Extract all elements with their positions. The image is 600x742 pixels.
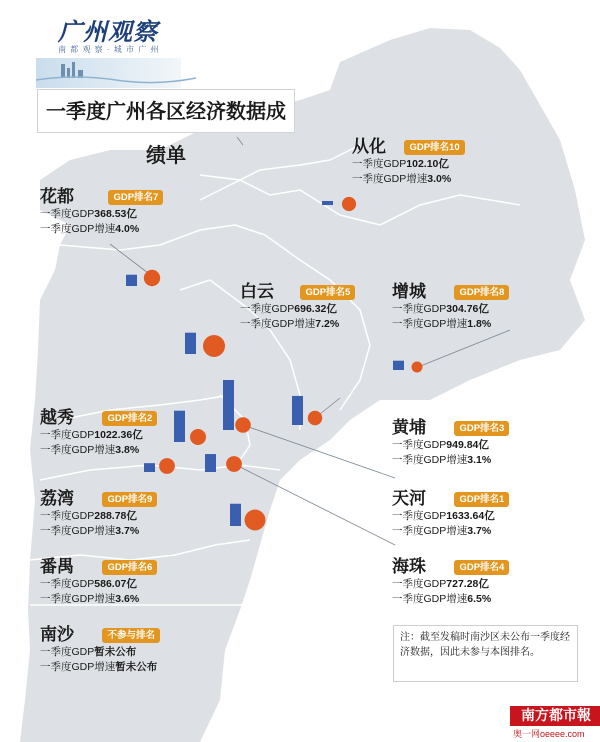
district-huadu — [40, 182, 163, 237]
rank-badge: GDP排名7 — [108, 190, 163, 205]
header-tagline: 南 都 观 察 · 城 市 广 州 — [58, 45, 160, 54]
gdp-value: 949.84亿 — [446, 439, 489, 451]
gdp-bar-6 — [144, 463, 155, 472]
district-name: 越秀 — [40, 408, 74, 428]
gdp-bar-5 — [292, 396, 303, 425]
district-haizhu — [392, 552, 509, 607]
gdp-bar-0 — [322, 201, 333, 205]
district-panyu — [40, 552, 157, 607]
gdp-value: 102.10亿 — [406, 158, 449, 170]
rank-badge: GDP排名3 — [454, 421, 509, 436]
growth-value: 3.0% — [427, 173, 452, 185]
district-baiyun — [240, 277, 355, 332]
district-name: 花都 — [40, 187, 74, 207]
district-name: 从化 — [352, 137, 386, 157]
district-nansha — [40, 620, 160, 675]
rank-badge: GDP排名5 — [300, 285, 355, 300]
growth-label: 一季度GDP增速 — [352, 173, 428, 185]
rank-badge: GDP排名6 — [102, 560, 157, 575]
growth-label: 一季度GDP增速 — [240, 318, 316, 330]
growth-value: 6.5% — [467, 593, 492, 605]
growth-dot-6 — [159, 458, 175, 474]
growth-label: 一季度GDP增速 — [40, 444, 116, 456]
growth-label: 一季度GDP增速 — [392, 454, 468, 466]
growth-label: 一季度GDP增速 — [392, 525, 468, 537]
gdp-value: 1633.64亿 — [446, 510, 495, 522]
gdp-value: 1022.36亿 — [94, 429, 143, 441]
gdp-bar-2 — [185, 333, 196, 354]
gdp-value: 727.28亿 — [446, 578, 489, 590]
growth-dot-7 — [226, 456, 242, 472]
district-name: 海珠 — [392, 557, 426, 577]
growth-label: 一季度GDP增速 — [40, 223, 116, 235]
growth-dot-2 — [203, 335, 225, 357]
rank-badge: GDP排名2 — [102, 411, 157, 426]
district-name: 黄埔 — [392, 418, 426, 438]
gdp-value: 586.07亿 — [94, 578, 137, 590]
district-liwan — [40, 484, 157, 539]
gdp-label: 一季度GDP — [392, 303, 447, 315]
gdp-bar-4 — [174, 411, 185, 442]
growth-dot-1 — [144, 270, 160, 286]
page-title: 一季度广州各区经济数据成绩单 — [37, 89, 295, 133]
district-yuexiu — [40, 403, 157, 458]
growth-value: 3.6% — [115, 593, 140, 605]
newspaper-logo: 南方都市報 — [510, 706, 600, 726]
gdp-label: 一季度GDP — [392, 578, 447, 590]
gdp-bar-8 — [205, 454, 216, 472]
district-name: 番禺 — [40, 557, 74, 577]
growth-dot-3 — [411, 361, 422, 372]
district-huangpu — [392, 413, 509, 468]
growth-value: 3.8% — [115, 444, 140, 456]
gdp-label: 一季度GDP — [40, 646, 95, 658]
district-name: 白云 — [240, 282, 274, 302]
growth-label: 一季度GDP增速 — [392, 318, 468, 330]
growth-value: 3.7% — [115, 525, 140, 537]
district-name: 荔湾 — [40, 489, 74, 509]
growth-dot-4 — [190, 429, 206, 445]
gdp-label: 一季度GDP — [392, 510, 447, 522]
growth-value: 3.7% — [467, 525, 492, 537]
gdp-value: 暂未公布 — [94, 646, 137, 658]
gdp-label: 一季度GDP — [392, 439, 447, 451]
district-zengcheng — [392, 277, 509, 332]
gdp-label: 一季度GDP — [240, 303, 295, 315]
rank-badge: GDP排名4 — [454, 560, 509, 575]
rank-badge: GDP排名9 — [102, 492, 157, 507]
growth-label: 一季度GDP增速 — [40, 661, 116, 673]
gdp-bar-7 — [223, 380, 234, 430]
growth-dot-9 — [245, 510, 266, 531]
header-brand: 广州观察 — [58, 17, 158, 46]
gdp-value: 304.76亿 — [446, 303, 489, 315]
site-logo: 奥一网oeeee.com — [513, 729, 585, 739]
gdp-label: 一季度GDP — [40, 510, 95, 522]
district-name: 天河 — [392, 489, 426, 509]
rank-badge: GDP排名1 — [454, 492, 509, 507]
growth-label: 一季度GDP增速 — [40, 593, 116, 605]
gdp-bar-1 — [126, 275, 137, 286]
growth-value: 1.8% — [467, 318, 492, 330]
gdp-bar-3 — [393, 361, 404, 370]
gdp-value: 696.32亿 — [294, 303, 337, 315]
district-conghua — [352, 132, 465, 187]
growth-dot-8 — [235, 417, 251, 433]
footnote: 注：截至发稿时南沙区未公布一季度经济数据，因此未参与本图排名。 — [393, 625, 578, 682]
district-name: 南沙 — [40, 625, 74, 645]
growth-dot-5 — [308, 411, 322, 425]
gdp-bar-9 — [230, 504, 241, 526]
rank-badge: GDP排名10 — [404, 140, 464, 155]
growth-value: 4.0% — [115, 223, 140, 235]
gdp-value: 288.78亿 — [94, 510, 137, 522]
district-tianhe — [392, 484, 509, 539]
gdp-value: 368.53亿 — [94, 208, 137, 220]
growth-value: 暂未公布 — [115, 661, 158, 673]
growth-label: 一季度GDP增速 — [392, 593, 468, 605]
growth-label: 一季度GDP增速 — [40, 525, 116, 537]
rank-badge: GDP排名8 — [454, 285, 509, 300]
growth-dot-0 — [342, 197, 356, 211]
gdp-label: 一季度GDP — [40, 429, 95, 441]
gdp-label: 一季度GDP — [352, 158, 407, 170]
district-name: 增城 — [392, 282, 426, 302]
growth-value: 7.2% — [315, 318, 340, 330]
gdp-label: 一季度GDP — [40, 208, 95, 220]
growth-value: 3.1% — [467, 454, 492, 466]
gdp-label: 一季度GDP — [40, 578, 95, 590]
rank-badge: 不参与排名 — [102, 628, 160, 643]
